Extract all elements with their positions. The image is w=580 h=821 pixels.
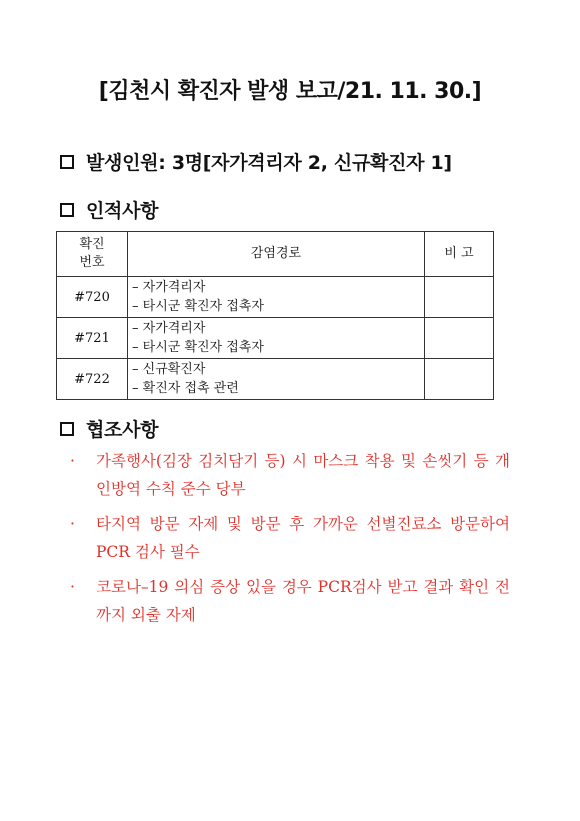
bullet-marker: · (70, 452, 75, 470)
header-number: 확진 번호 (57, 232, 128, 277)
cooperation-list (70, 447, 510, 636)
route-line: – 자가격리자 (132, 280, 206, 295)
table-row (57, 318, 494, 359)
bullet-text: 타지역 방문 자제 및 방문 후 가까운 선별진료소 방문하여 PCR 검사 필수 (96, 515, 510, 561)
case-number: #722 (57, 359, 128, 400)
section-details-label: 인적사항 (86, 200, 159, 222)
section-occurrence (60, 148, 452, 175)
section-cooperation-label: 협조사항 (86, 419, 159, 441)
case-note (425, 318, 494, 359)
cases-table (56, 231, 494, 400)
case-number: #721 (57, 318, 128, 359)
checkbox-square-icon (60, 155, 74, 169)
list-item (70, 573, 510, 629)
list-item (70, 447, 510, 503)
bullet-marker: · (70, 578, 75, 596)
table-header-row (57, 232, 494, 277)
section-occurrence-label: 발생인원: 3명[자가격리자 2, 신규확진자 1] (86, 152, 452, 174)
bullet-marker: · (70, 515, 75, 533)
bullet-text: 코로나–19 의심 증상 있을 경우 PCR검사 받고 결과 확인 전까지 외출 자제 (96, 578, 510, 624)
case-route (128, 277, 425, 318)
checkbox-square-icon (60, 203, 74, 217)
header-note: 비 고 (425, 232, 494, 277)
list-item (70, 510, 510, 566)
case-note (425, 277, 494, 318)
route-line: – 타시군 확진자 접촉자 (132, 299, 264, 314)
route-line: – 타시군 확진자 접촉자 (132, 340, 264, 355)
case-route (128, 359, 425, 400)
section-details (60, 196, 158, 223)
header-route: 감염경로 (128, 232, 425, 277)
checkbox-square-icon (60, 422, 74, 436)
route-line: – 확진자 접촉 관련 (132, 381, 239, 396)
case-route (128, 318, 425, 359)
route-line: – 자가격리자 (132, 321, 206, 336)
section-cooperation (60, 415, 158, 442)
bullet-text: 가족행사(김장 김치담기 등) 시 마스크 착용 및 손씻기 등 개인방역 수칙 준수 당부 (96, 452, 510, 498)
table-row (57, 359, 494, 400)
table-row (57, 277, 494, 318)
route-line: – 신규확진자 (132, 362, 206, 377)
document-title: [김천시 확진자 발생 보고/21. 11. 30.] (98, 79, 482, 104)
case-number: #720 (57, 277, 128, 318)
case-note (425, 359, 494, 400)
